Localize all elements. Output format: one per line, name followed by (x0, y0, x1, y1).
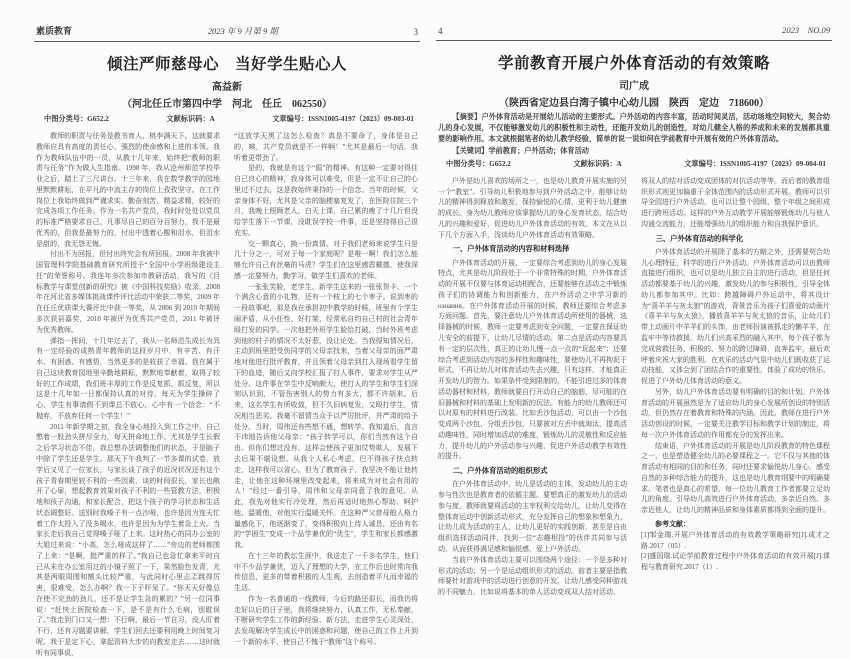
right-page-header (436, 0, 832, 40)
section-heading: 二、户外体育活动的组织形式 (452, 466, 548, 476)
article-id: 文章编号：ISSN1005-4197（2023）09-004-01 (684, 159, 826, 168)
article-meta (34, 113, 420, 124)
references-heading: 参考文献： (655, 520, 690, 529)
body-paragraph: 户外体育活动的开展，一定要综合考虑到幼儿的身心发展特点，尤其是幼儿阶段处于一个非常特殊的时期，户外体育活动的开展不仅要与体育运动相配合，还要能够在活动之中锻炼孩子们的协调能力和创新能力，在户外活动之中学习新的ознания。在户外体育活动开展的时候，教师还要综合考虑多方面问题。首先，要注意幼儿户外体育活动所使用的器械，选择器械的时候，教师一定要考虑到安全问题，一定要在保证幼儿安全的前提下，让幼儿尽情的活动。第二点是活动内容要具有一定的层次性，真正的让幼儿慢一点一点的“玩起来”；还要综合考虑到活动内容的多样性和趣味性，要使幼儿不再拘泥于形式，不再让幼儿对体育活动失去兴趣，只有这样，才能真正开发幼儿的智力。如果条件受到限制的，不能引进过多的体育活动器材和材料，教师就要自行开动自己的脑筋，尽可能的在旧器械和材料的基础上发明新的玩法。有能力的幼儿教师还可以对原有的材料进行改装。比如丢沙包活动，可以由一个沙包变成两个沙包、分组丢沙包，只要被对方丢中就淘汰，提高活动趣味性，同时增加活动的难度，锻炼幼儿的灵敏性和反应能力，提升幼儿的户外活动参与兴趣，促进户外活动教学有效性的提升。 (438, 258, 627, 461)
left-page-body (34, 129, 420, 659)
body-paragraph: 结束语，户外体育活动的开展是幼儿阶段教育的特色课程之一，也是塑造健全幼儿的必要课程之一。它不仅与其他的体育活动有相同的目的和任务，同时还要求愉悦幼儿身心，感受自然的多种综合能力的提升，这也是幼儿教育纲要中的明确要求。笔者也是真心的希望，每一位幼儿教育工作者都要立足幼儿的角度，引导幼儿高效进行户外体育活动，多亲近自然、多亲近他人，让幼儿的精神品质和身体素质都得到全面的提升。 (641, 441, 830, 515)
article-affiliation: （陕西省定边县白湾子镇中心幼儿园 陕西 定边 718600） (499, 98, 769, 109)
journal-name: 素质教育 (36, 26, 73, 36)
document-code: 文献标识码：A (166, 115, 215, 123)
body-paragraph: 当前户外体育活动主要可以围绕两个途径：一个是多种对形式的活动；另一个是运动组织形式的活动。前者主要是指教师要针对游戏中的活动进行创意的开发，让幼儿感受同种游戏的不同魅力。比如说将基本的单人活动变成双人结对活动、 (438, 555, 627, 597)
article-affiliation: （河北任丘市第四中学 河北 任丘 062550） (122, 99, 332, 110)
body-paragraph: 是的，我就是有这个“倔”的精神。有这种一定要对得住自己良心的精神，我身体可以难受，但是一定不让自己的心里过不过去，这是我始终秉持的一个信念。当年的时候，父亲身体不好，尤其是父亲的脑梗塞复发了，在医院住院三个月，我晚上照顾老人，白天上课，自己累的瘦了十几斤但没给学生落下一节课，没耽误学校一件事，还是坚持得自己很充实。 (234, 164, 418, 237)
article-author: 司广成 (619, 81, 649, 92)
right-column-1 (438, 176, 627, 598)
document-code: 文献标识码：A (573, 159, 622, 168)
header-divider (34, 41, 420, 42)
article-meta (436, 158, 832, 169)
left-column-1 (36, 131, 220, 659)
issue-label: 2023 年 9 月第 9 期 (207, 26, 278, 36)
body-paragraph: 另外，幼儿户外体育活动要有明确的目的和计划。户外体育活动的开展虽然是为了适应幼儿的身心发展所创设的特别活动，但仍然存在着教育和特殊的内涵。因此，教师在进行户外活动创设的时候，一定要关注教学目标和教学计划的制定，将每一次户外体育活动的作用都充分的发挥出来。 (641, 387, 830, 439)
article-title: 学前教育开展户外体育活动的有效策略 (497, 55, 770, 72)
body-paragraph: 交一颗真心，换一份真情。对于我们老师来说学生只是几十分之一，可对于每一个家庭呢？是唯一啊！我们怎么能够允许自己有丝毫的马虎？学生们在这里感恩戴德，使我深感一定要努力，勤学习，做学生们喜欢的老师。 (234, 239, 418, 280)
body-paragraph: 户外是幼儿喜欢的场所之一，也是幼儿教育开展实施的另一个“教室”。引导幼儿积极地参与到户外活动之中，能够让幼儿的精神得到释放和激发，保持愉悦的心情，更利于幼儿健康的成长。身为幼儿教师应该掌握幼儿的身心发育状态，结合幼儿的兴趣和爱好，促进幼儿户外体育活动的有效。本文在从以下几个方面入手，浅谈幼儿户外体育活动有效策略。 (438, 176, 627, 239)
keywords: 【关键词】学前教育；户外活动；体育活动 (452, 146, 589, 155)
abstract (436, 112, 832, 145)
body-paragraph: 教师的职责与任务是教书育人，桃李满天下。这就要求教师应具有高度的责任心、强烈的使命感和上进的本领。我作为教师队伍中的一员，从教十几年来，始终把“教师的职责与任务”作为做人生指南。1998 年，我从沧州师范学校毕业之后，踏上了三尺讲台。十三年来，我在数学教学的园地里默默耕耘，在平凡的中流主存的岗位上孜孜坚守。在工作岗位上我始终做到严谨求实、勤奋刻苦、精益求精，较好的完成各项工作任务。作为一名共产党员，我时时处处以党员的标准严格要求自己，凡事尽自己的百分百努力，我不是最优秀的，但我是最努力的，付出中透着心酸和泪水，但泪水是甜的，我无怨无悔。 (36, 132, 220, 248)
section-heading: 三、户外体育活动的科学化 (655, 233, 744, 243)
page-number: 4 (438, 26, 443, 36)
header-divider (436, 40, 832, 41)
abstract-text: 【摘要】户外体育活动是开展幼儿活动的主要形式。户外活动的内容丰富，活动时间灵活，活动场地空间较大，契合幼儿的身心发展，不仅能够激发幼儿的积极性和主动性，还能开发幼儿的创造性，对幼儿健全人格的养成和未来的发展都具重要的影响作用。本文就根据笔者的幼儿教学经验，简单的说一说如何在学前教育中开展有效的户外体育活动。 (438, 113, 830, 143)
reference-item: [2]盛国瑞.试论学前教育过程中户外体育活动的有效开展[J].课程与教育研究.2017（1）. (641, 552, 830, 572)
body-paragraph: 在户外体育活动中，幼儿是活动的主体，发动幼儿的主动参与性次也是教育者的依循主题。要想真正的激发幼儿的活动参与度，教师就要将活动的主宰权利交给幼儿，让幼儿变得在整体育运动中创新活动形式，充分发挥自己的想象和想象力，让幼儿成为活动的主人，让幼儿更好的实践创新，甚至是自由组织选择活动同伴，找到一位“志趣相投”的伙伴共同参与活动，从而获得满足感和愉悦感，爱上户外活动。 (438, 480, 627, 554)
article-title: 倾注严师慈母心 当好学生贴心人 (106, 56, 347, 73)
article-author: 高益新 (212, 82, 242, 93)
article-id: 文章编号：ISSN1005-4197（2023）09-003-01 (272, 115, 414, 123)
issue-label: 2023 NO.09 (782, 25, 830, 35)
body-paragraph: 将双人的结对活动变成团体的对抗活动等等。而后者的教育组织形式则更加偏重于全体范围内的活动形式开展。教师可以引导全园进行户外活动，也可以让整个园级、整个年级之间形成进行跨班活动。这样的户外互动教学开展能够锻炼幼儿与他人沟通交流能力，还能增强幼儿的组织能力和自我保护意识。 (641, 176, 830, 228)
left-page-header (34, 0, 420, 41)
section-heading: 一、户外体育活动的内容和材料选择 (452, 244, 570, 254)
reference-item: [1]邹金瑞.开展户外体育活动的有效教学策略研究[J].成才之路.2017（05）. (641, 530, 830, 550)
body-paragraph: 作为一名普通的一线教师，今后的路还很长，而我仍将走好以后的日子里，我将继续努力，认真工作，无私奉献，不断研究学生工作的新经验、新方法，走进学生心灵深处，去发现解决学生成长中的困惑和问题，使自己的工作上升到一个新的水平，使自己不愧于“教师”这个称号。 (234, 594, 418, 646)
clc-number: 中图分类号：G652.2 (446, 159, 511, 168)
body-paragraph: “这放学天黑了这怎么检查？真是不要命了，身体是自己的，唉，共产党员就是不一样啊！”尤其是最后一句话，我听着更带劲了。 (234, 132, 418, 162)
body-paragraph: 弹指一挥间，十几年过去了，我从一名师范生成长为具有一定经验的成熟青年教师的这段岁月中，有辛苦、有汗水、有困惑、有感悟，当然更多的是收获了幸福。我在属于自己这块教育园地里辛勤地耕耘，默默地奉献着，取得了较好的工作成绩，我们班丰厚的工作是反复抓、抓反复，所以这是十几年如一日都保持认真的对待，每天为学生操碎了心，学生有事请假不到课总不放心，心中有一个信念：“不抛弃，不放弃任何一个学生！” (36, 336, 220, 420)
body-paragraph: 付出不为回报，但付出终究会有所回报。2008 年我被中国管理科学院基础教育研究所授予“全国中小学班级建设主任”的荣誉称号。我连年多次参加市教研活动，我写的《目标教学与课堂创新的研究》被《中国科技奖励》收录，2008 年在河北省多媒体挑战课件评比活动中荣获二等奖，2009 年在任丘优质课大赛评比中获一等奖，从 2006 到 2010 年期间多次获县嘉奖，2010 年被评为优秀共产党员，2011 年被评为优秀教师。 (36, 250, 220, 334)
body-paragraph: 2011 年新学期之初，我全身心地投入到工作之中，自己憋着一股劲头拼尽全力，每天拼命地工作。尤其是学生长假之后学习状态不佳，我总想办法调整他们的状态，于是脑子中除了学生还是学生。那天下午我判了一节多课的试卷，放学后又见了一位家长，与家长谈了孩子的近况状况还有这个孩子青春期里较不利的一些因素，谈的时间很长，家长也敞开了心扉，想起教育效果对孩子不利的一些管教方法，积极地和孩子沟通，和家长配合，把这个孩子的学习状态和生活状态调整好。送别时我嗓子有一点沙哑，也许是因为连天忙着工作太投入了没多喝水，也许是因为为学生着急上火。当家长走后我自己觉得嗓子哑了上来。这时热心的同办公室的大姐过来说：“小高，怎么哑成这样了……”旁边的老师都围了上来：“是啊，挺严重的样了。”我自己也急忙拿来平时自己从未在办公室用过的小镜子照了一下，果然脸色发青，尤其是两眼周围和额头比较严重，与此同时心里忐忑跳得厉害，很难受，怎么办啊？我一下子吓呆了。“你天天好像总在使不完劲的劲儿，还不是让学生急的累的？”另一位同事说：“赶快上医院检查一下，是不是有什么毛病，别耽误了。”我走到门口又一想：不行啊，最后一节自习，没人盯着不行，还有习题要讲解，学生们回去还要利用晚上时间复习呢。我于是定下心，拿起资料大步的向教室走去……这时就听有同事说， (36, 422, 220, 657)
right-page (436, 0, 832, 597)
page-number: 3 (413, 27, 418, 37)
body-paragraph: 在十三年的教坛生涯中，我送走了一千多名学生，他们中不少品学兼优，迈入了理想的大学，在工作后也时常向我传信息，更多的带着积极的人生观，去创造着平凡而幸福的生活。 (234, 551, 418, 593)
clc-number: 中图分类号：G652.2 (44, 115, 109, 123)
left-column-2 (234, 131, 418, 659)
body-paragraph: 户外体育活动的开展除了基本的方略之外，还需要契合幼儿心理特征，科学的进行户外活动。户外体育活动可以由教师直接进行组织，也可以是幼儿独立自主的进行活动，但是任何活动都要基于幼儿的兴趣，激发幼儿的参与积极性，引导全体幼儿都参加其中。比如：跨越障碍户外运动中，将其设计为“喜羊羊与灰太狼”的游戏，背景音乐为孩子们喜爱的动画片《喜羊羊与灰太狼》，播放喜羊羊与灰太狼的音乐，让幼儿们带上动画片中羊羊们的头饰，由老师扮演被抓走的懒羊羊，在监牢中等待救援。幼儿们兴高采烈的融入其中，每个孩子都为完成营救任务，积极的、努力的跨过障碍，直奔监牢，最后欢呼着庆祝大家的胜利。在欢乐的活动气氛中幼儿们既收获了运动技能，又体会到了团结合作的重要性，体验了成功的快乐，促进了户外幼儿体育活动的意义。 (641, 247, 830, 386)
left-page (34, 0, 420, 657)
body-paragraph: 一张张笑脸，老学生、新学生送来的一张张贺卡、一个个满含心意的小礼物，还有一个枝上的七个枣子。说到枣的一段故事吧，那是我在承担初中教学的时候，班里有个学生闹矛盾，从小任性、好打架，经常私自约自己村的社会青年殴打发的同学。一次他把外班学生脸给打破，当时外班考虑到他的村子的情况不太好惹，没让论处。当我得知情况后，主动到班里把受伤同学的父母亲找来，当着父母亲的面严肃地对他进行批评教育，并且领着父母亲到打人现场看学生留下的血迹，随后又向学校汇报了打人事件，要求对学生从严处分。这件事在学生中反响颇大，使打人的学生和学生们深刻认识到，不管伤害别人的势力有多大，都不许胡来。后来，这名学生有所收敛，但不久旧病复发，又殴打学生，情况相当恶劣。我毫不留情当众予以严厉批评，并严肃的给予处分。当时，周伟还有些想不通，想转学。我知道后，直言不讳地告诉他父母亲：“孩子转学可以，你们当然有这个自由。但你们想过没有，这样会使孩子更加仗势欺人，发展下去后果不堪设想。从我个人私心考虑，巴不得孩子快点转走，这样我可以省心。但为了教育孩子，我坚决不能让他转走，让他在这种环境里改变起来，将来成为对社会有用的人！”经过一番引导，周伟和父母亲同意了我的意见。从此，我先对他实行冷处理，然后再适时地热心帮助、呵护他、温暖他，对他实行温暖关怀。在这种严父慈母般人格力量感化下，他逐渐变了，变得积极向上待人诚恳，还由有名的“学困生”变成一个品学兼优的“优生”，学生和家长都感激我。 (234, 282, 418, 550)
right-page-body (436, 174, 832, 598)
right-column-2 (641, 176, 830, 598)
